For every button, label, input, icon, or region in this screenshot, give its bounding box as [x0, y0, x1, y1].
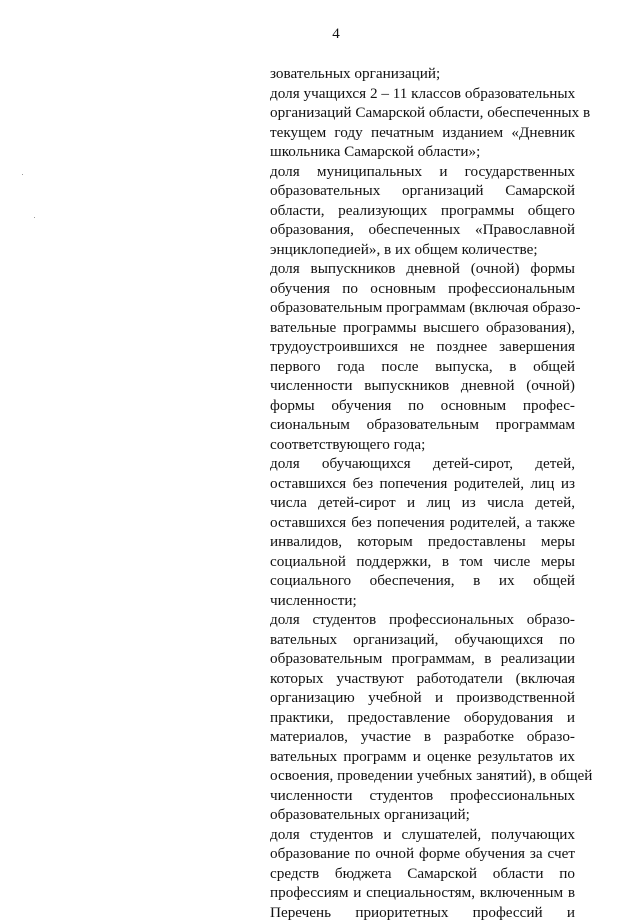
text-line: численности студентов профессиональных: [270, 786, 575, 806]
text-line: первого года после выпуска, в общей: [270, 357, 575, 377]
text-line: доля учащихся 2 – 11 классов образовательных: [270, 84, 575, 104]
text-line: вательные программы высшего образования),: [270, 318, 575, 338]
text-line: социальной поддержки, в том числе меры: [270, 552, 575, 572]
page-number: 4: [330, 25, 342, 43]
text-line: образовательных организаций Самарской: [270, 181, 575, 201]
text-line: которых участвуют работодатели (включая: [270, 669, 575, 689]
text-line: энциклопедией», в их общем количестве;: [270, 240, 575, 260]
text-line: инвалидов, которым предоставлены меры: [270, 532, 575, 552]
paragraph: [270, 610, 575, 825]
text-line: доля муниципальных и государственных: [270, 162, 575, 182]
text-line: школьника Самарской области»;: [270, 142, 575, 162]
text-line: трудоустроившихся не позднее завершения: [270, 337, 575, 357]
text-line: профессиям и специальностям, включенным в: [270, 883, 575, 903]
text-line: организацию учебной и производственной: [270, 688, 575, 708]
text-line: образовательным программам (включая образо-: [270, 298, 575, 318]
text-line: числа детей-сирот и лиц из числа детей,: [270, 493, 575, 513]
text-line: социального обеспечения, в их общей: [270, 571, 575, 591]
text-line: образование по очной форме обучения за счет: [270, 844, 575, 864]
text-line: Перечень приоритетных профессий и: [270, 903, 575, 922]
text-line: зовательных организаций;: [270, 64, 575, 84]
text-line: текущем году печатным изданием «Дневник: [270, 123, 575, 143]
text-line: оставшихся без попечения родителей, а также: [270, 513, 575, 533]
text-line: образовательным программам, в реализации: [270, 649, 575, 669]
text-line: доля обучающихся детей-сирот, детей,: [270, 454, 575, 474]
scan-artifact: [22, 174, 23, 175]
text-line: вательных программ и оценке результатов их: [270, 747, 575, 767]
text-line: доля студентов и слушателей, получающих: [270, 825, 575, 845]
text-line: вательных организаций, обучающихся по: [270, 630, 575, 650]
text-line: численности выпускников дневной (очной): [270, 376, 575, 396]
text-line: образования, обеспеченных «Православной: [270, 220, 575, 240]
text-line: численности;: [270, 591, 575, 611]
text-line: оставшихся без попечения родителей, лиц из: [270, 474, 575, 494]
paragraph: [270, 84, 575, 162]
text-line: формы обучения по основным профес-: [270, 396, 575, 416]
text-line: организаций Самарской области, обеспеченных в: [270, 103, 575, 123]
text-line: доля студентов профессиональных образо-: [270, 610, 575, 630]
paragraph: [270, 162, 575, 260]
paragraph: [270, 64, 575, 84]
text-line: сиональным образовательным программам: [270, 415, 575, 435]
text-line: доля выпускников дневной (очной) формы: [270, 259, 575, 279]
document-body: [270, 64, 575, 922]
text-line: образовательных организаций;: [270, 805, 575, 825]
paragraph: [270, 454, 575, 610]
text-line: соответствующего года;: [270, 435, 575, 455]
text-line: области, реализующих программы общего: [270, 201, 575, 221]
text-line: обучения по основным профессиональным: [270, 279, 575, 299]
paragraph: [270, 259, 575, 454]
text-line: средств бюджета Самарской области по: [270, 864, 575, 884]
text-line: материалов, участие в разработке образо-: [270, 727, 575, 747]
paragraph: [270, 825, 575, 922]
text-line: практики, предоставление оборудования и: [270, 708, 575, 728]
scan-artifact: [34, 217, 35, 218]
text-line: освоения, проведении учебных занятий), в общей: [270, 766, 575, 786]
